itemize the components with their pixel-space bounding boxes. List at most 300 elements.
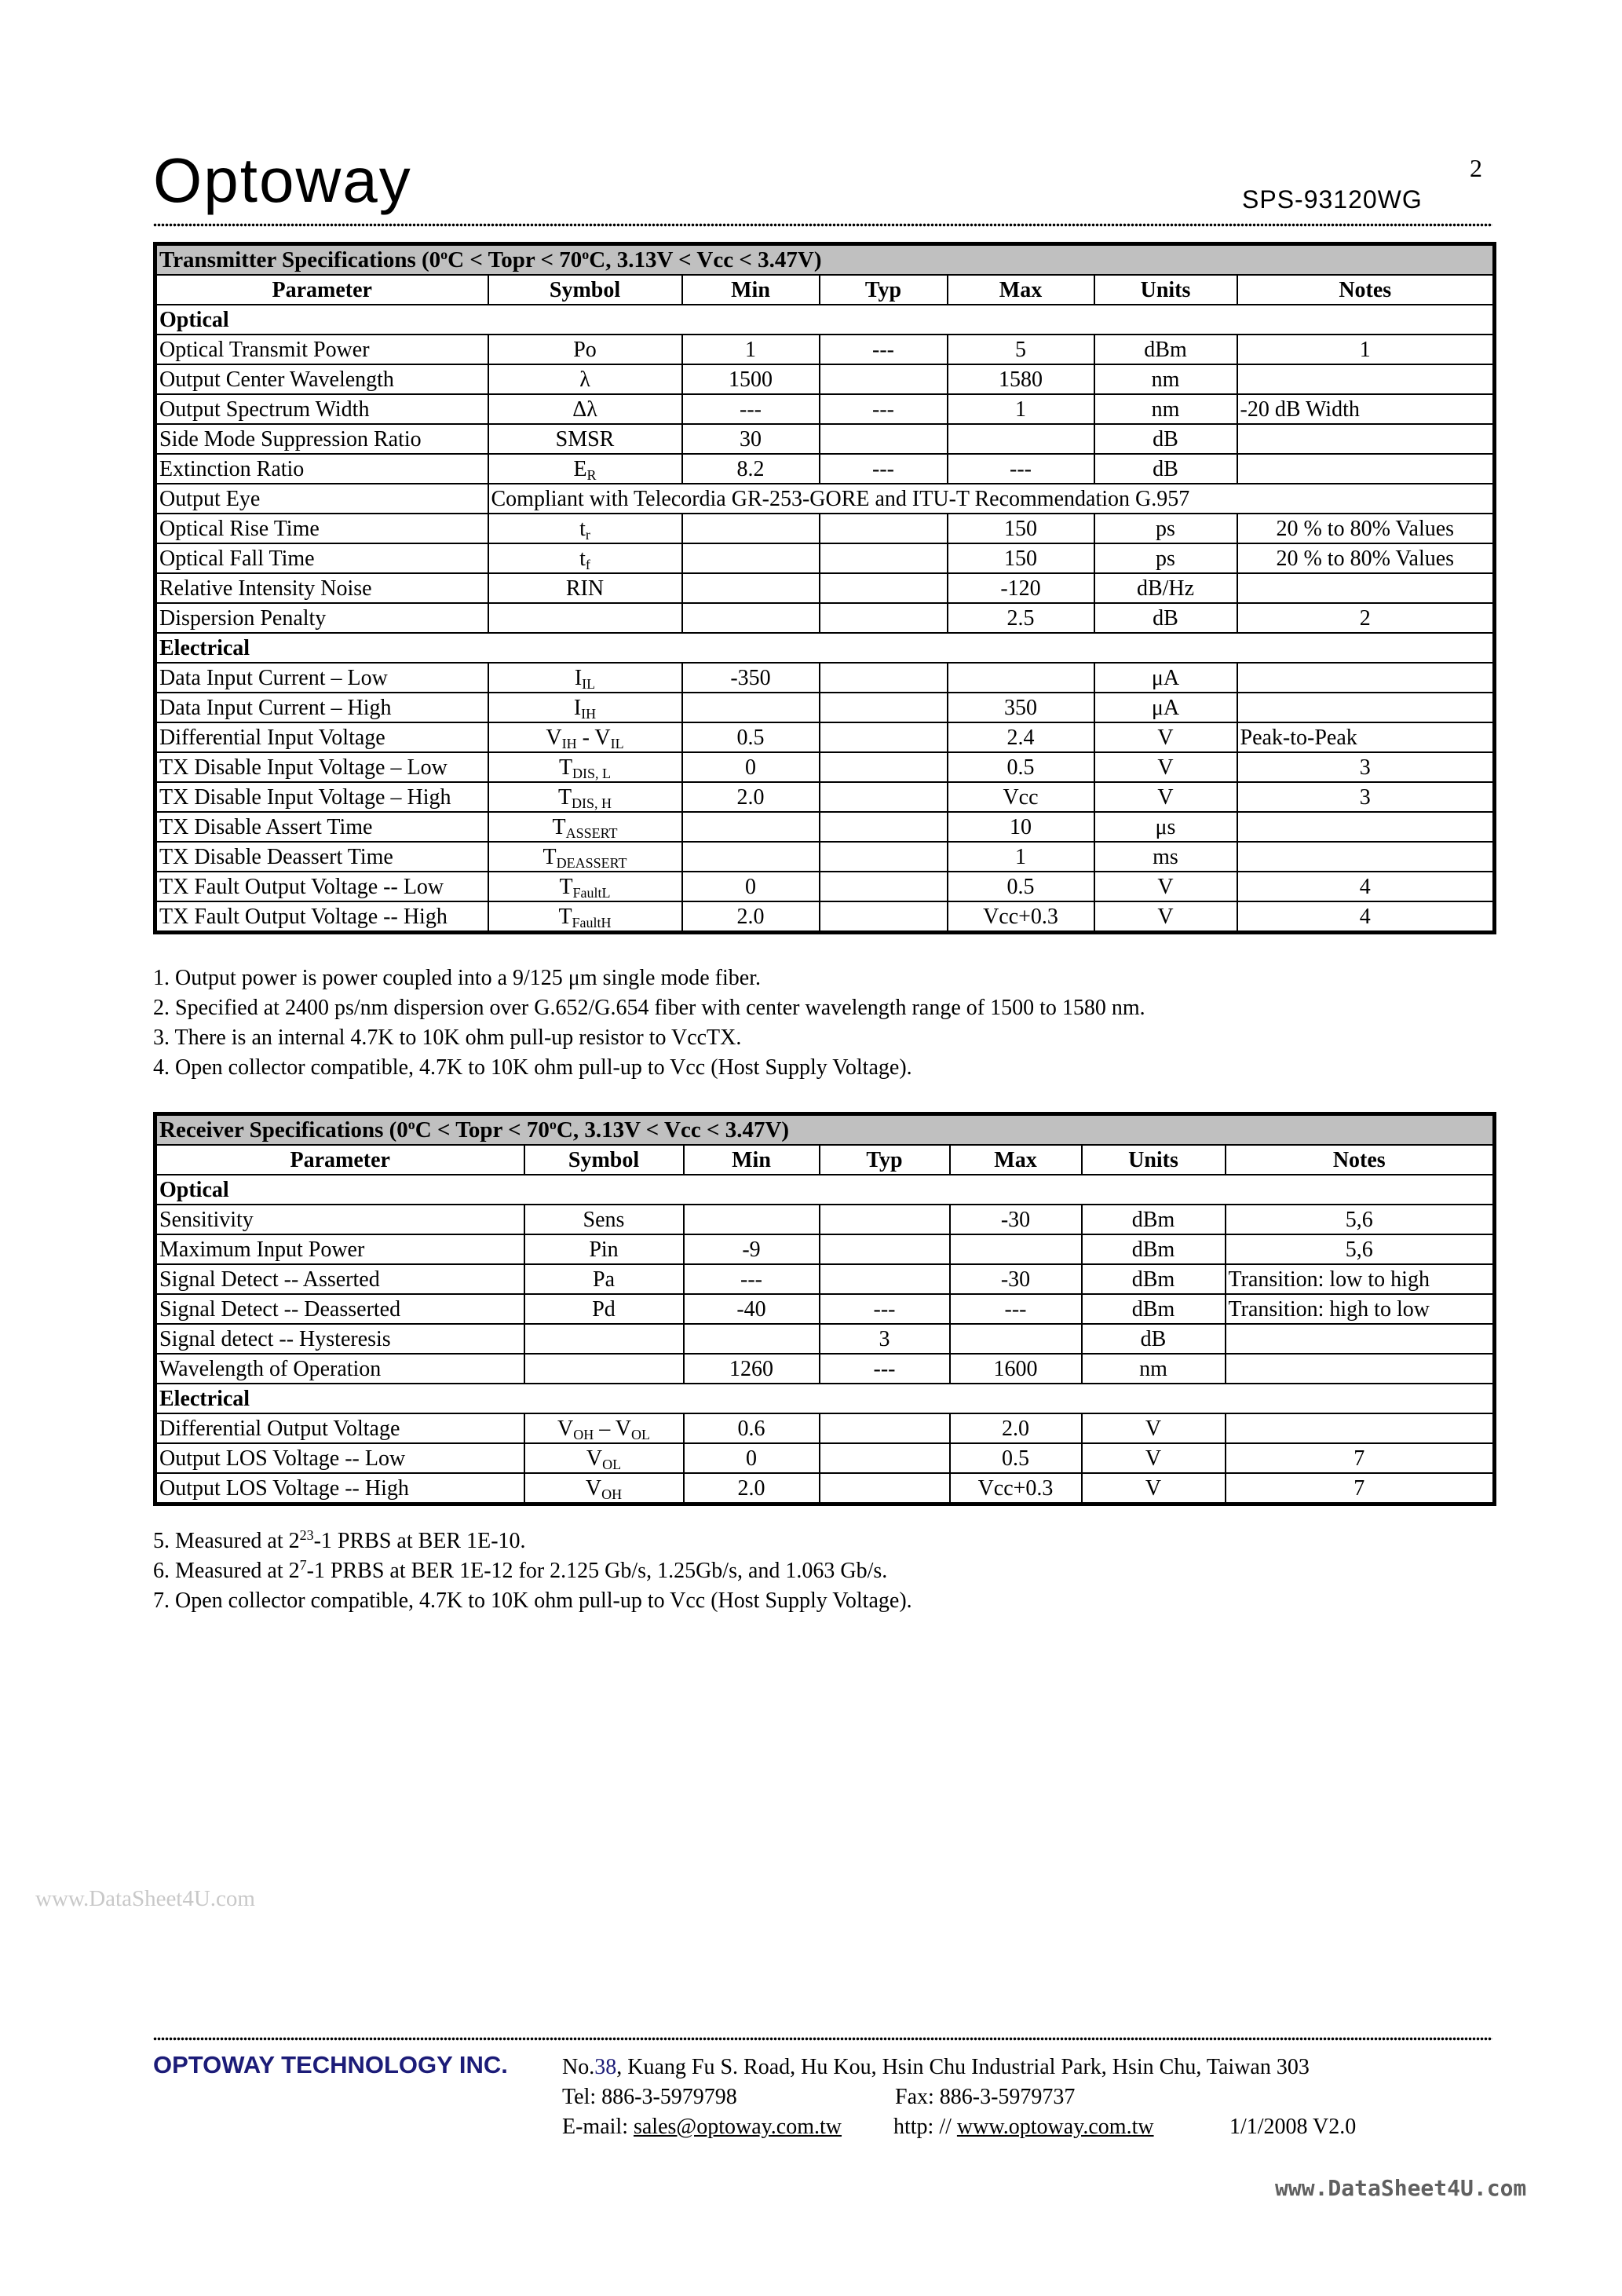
table-cell: --- [682,394,820,424]
table-row [155,872,1495,901]
text-fragment: IH [581,705,597,722]
watermark-text: www.DataSheet4U.com [1275,2175,1527,2201]
text-fragment: Transmitter Specifications (0 [159,247,441,272]
table-cell: Vcc+0.3 [950,1473,1082,1504]
table-cell: -30 [950,1264,1082,1294]
table-cell: Optical Fall Time [155,543,488,573]
table-cell: Output LOS Voltage -- High [155,1473,524,1504]
text-fragment: o [582,246,590,262]
table-cell: Δλ [488,394,682,424]
table-cell: 1500 [682,364,820,394]
table-cell [820,573,948,603]
footnote: 4. Open collector compatible, 4.7K to 10K ohm pull-up to Vcc (Host Supply Voltage). [153,1055,912,1080]
table-cell: Output Spectrum Width [155,394,488,424]
text-fragment: DEASSERT [556,854,627,871]
table-row [155,782,1495,812]
text-fragment: I [573,695,582,720]
table-cell: 1 [682,335,820,364]
text-fragment: OL [602,1456,622,1472]
table-cell [1226,1354,1495,1384]
table-cell [820,603,948,633]
table-cell: Optical [155,305,1495,335]
text-fragment: OH [573,1426,594,1442]
table-cell [488,782,682,812]
table-cell: 2.0 [950,1413,1082,1443]
table-cell: Electrical [155,633,1495,663]
table-cell: Sens [524,1205,684,1234]
table-row [155,1294,1495,1324]
table-cell: --- [820,394,948,424]
table-cell [684,1324,820,1354]
table-row [155,1413,1495,1443]
table-cell: 0.5 [948,872,1094,901]
table-cell: nm [1082,1354,1226,1384]
table-cell [948,424,1094,454]
text-fragment: C < Topr < 70 [448,247,583,272]
table-cell: Optical Transmit Power [155,335,488,364]
table-row [155,1354,1495,1384]
table-cell [1237,663,1495,693]
table-cell: 10 [948,812,1094,842]
table-cell [820,543,948,573]
column-header: Typ [820,275,948,305]
text-fragment: -1 PRBS at BER 1E-10. [313,1529,526,1553]
watermark-text: www.DataSheet4U.com [35,1886,255,1911]
table-cell [820,782,948,812]
table-cell [820,722,948,752]
text-fragment: OH [601,1486,623,1502]
table-cell [684,1205,820,1234]
table-cell: 4 [1237,872,1495,901]
text-fragment: E-mail: [562,2115,634,2139]
table-header-row [155,275,1495,305]
table-cell: μA [1094,693,1237,722]
table-cell: Signal Detect -- Asserted [155,1264,524,1294]
part-number: SPS-93120WG [1242,185,1423,214]
table-cell [524,1413,684,1443]
table-cell: SMSR [488,424,682,454]
table-cell [682,603,820,633]
footer-tel: Tel: 886-3-5979798 [562,2085,737,2109]
table-row [155,1234,1495,1264]
table-cell: -40 [684,1294,820,1324]
table-cell: 2.0 [684,1473,820,1504]
text-fragment: T [559,874,573,899]
footnote [153,1556,1492,1586]
table-row [155,1205,1495,1234]
table-cell [948,663,1094,693]
table-cell [682,573,820,603]
table-row [155,543,1495,573]
logo: Optoway [153,145,412,215]
table-cell [682,543,820,573]
table-cell [1226,1324,1495,1354]
table-row [155,484,1495,514]
footnote: 7. Open collector compatible, 4.7K to 10K ohm pull-up to Vcc (Host Supply Voltage). [153,1589,912,1613]
table-cell: 0.5 [948,752,1094,782]
footer-address [562,2053,1310,2082]
table-cell: 4 [1237,901,1495,933]
column-header: Notes [1226,1145,1495,1175]
table-cell: 2 [1237,603,1495,633]
table-cell [820,1473,950,1504]
table-cell: TX Fault Output Voltage -- Low [155,872,488,901]
table-cell: nm [1094,364,1237,394]
table-cell: 350 [948,693,1094,722]
table-cell: Vcc [948,782,1094,812]
table-cell [1237,424,1495,454]
table-title-row [155,244,1495,276]
website-link[interactable]: www.optoway.com.tw [956,2115,1154,2139]
table-cell [682,812,820,842]
text-fragment: T [558,904,572,929]
text-fragment: T [542,844,557,869]
text-fragment: http: // [893,2115,957,2139]
table-cell [820,872,948,901]
table-cell: Data Input Current – High [155,693,488,722]
table-cell [682,842,820,872]
table-cell: dB [1082,1324,1226,1354]
footnote [153,1526,1492,1556]
table-cell: dBm [1082,1234,1226,1264]
footnote: 3. There is an internal 4.7K to 10K ohm pull-up resistor to VccTX. [153,1026,742,1050]
table-cell [820,1413,950,1443]
table-row [155,693,1495,722]
table-cell: V [1094,782,1237,812]
table-cell: V [1094,901,1237,933]
table-cell: Peak-to-Peak [1237,722,1495,752]
table-cell: -9 [684,1234,820,1264]
table-cell: 5,6 [1226,1205,1495,1234]
table-cell: 0.5 [682,722,820,752]
table-cell [820,901,948,933]
table-cell [820,663,948,693]
table-cell: ps [1094,514,1237,543]
transmitter-notes [153,963,1492,1083]
text-fragment: V [586,1446,603,1471]
column-header: Notes [1237,275,1495,305]
table-cell [1237,693,1495,722]
table-cell: -120 [948,573,1094,603]
transmitter-table [153,242,1496,934]
table-row [155,1443,1495,1473]
text-fragment: E [573,456,587,481]
table-cell [682,693,820,722]
footnote: 1. Output power is power coupled into a 9/125 μm single mode fiber. [153,966,761,990]
column-header: Parameter [155,275,488,305]
table-cell: Output Center Wavelength [155,364,488,394]
page-number: 2 [1470,154,1482,182]
table-cell [950,1324,1082,1354]
text-fragment: C, 3.13V < Vcc < 3.47V) [556,1117,790,1143]
table-cell: dBm [1082,1205,1226,1234]
table-cell [820,1234,950,1264]
table-cell: 30 [682,424,820,454]
table-cell [488,722,682,752]
table-cell: Pd [524,1294,684,1324]
table-cell: TX Disable Input Voltage – Low [155,752,488,782]
table-cell [820,1443,950,1473]
table-cell [488,454,682,484]
table-cell: 0.5 [950,1443,1082,1473]
table-cell [524,1324,684,1354]
column-header: Typ [820,1145,950,1175]
header-divider [153,221,1492,229]
table-cell: TX Disable Assert Time [155,812,488,842]
table-cell [524,1443,684,1473]
table-cell: --- [948,454,1094,484]
text-fragment: 23 [299,1527,314,1543]
table-cell [1237,842,1495,872]
table-cell: --- [820,1354,950,1384]
table-cell: TX Disable Input Voltage – High [155,782,488,812]
table-cell: 3 [1237,782,1495,812]
table-cell: 1 [948,394,1094,424]
text-fragment: Receiver Specifications (0 [159,1117,408,1143]
text-fragment: DIS, L [572,765,612,781]
table-cell: RIN [488,573,682,603]
table-cell: Extinction Ratio [155,454,488,484]
text-fragment: IL [610,735,624,751]
table-cell [524,1473,684,1504]
column-header: Min [684,1145,820,1175]
table-cell [820,514,948,543]
table-cell: ms [1094,842,1237,872]
table-cell [488,543,682,573]
table-cell: --- [950,1294,1082,1324]
table-cell: dB/Hz [1094,573,1237,603]
table-cell [820,364,948,394]
text-fragment: f [585,556,590,572]
text-fragment: t [579,516,586,541]
footer-fax: Fax: 886-3-5979737 [895,2085,1076,2109]
table-cell [950,1234,1082,1264]
text-fragment: ASSERT [565,824,618,841]
text-fragment: o [549,1116,557,1132]
table-row [155,812,1495,842]
table-cell: --- [820,335,948,364]
transmitter-title [155,244,1495,276]
table-cell: Sensitivity [155,1205,524,1234]
table-cell: Electrical [155,1384,1495,1413]
text-fragment: 5. Measured at 2 [153,1529,300,1553]
table-cell: Signal Detect -- Deasserted [155,1294,524,1324]
table-cell [488,842,682,872]
table-cell: 1600 [950,1354,1082,1384]
section-row [155,633,1495,663]
table-cell: V [1094,752,1237,782]
table-cell [1226,1413,1495,1443]
column-header: Max [950,1145,1082,1175]
text-fragment: C, 3.13V < Vcc < 3.47V) [589,247,822,272]
table-cell [488,603,682,633]
table-cell: Compliant with Telecordia GR-253-GORE and ITU-T Recommendation G.957 [488,484,1495,514]
table-cell: 2.4 [948,722,1094,752]
table-cell: -350 [682,663,820,693]
table-row [155,1264,1495,1294]
section-row [155,1175,1495,1205]
footer-divider [153,2035,1492,2042]
section-row [155,1384,1495,1413]
table-cell: 2.5 [948,603,1094,633]
table-cell: Wavelength of Operation [155,1354,524,1384]
table-cell: dBm [1082,1294,1226,1324]
column-header: Symbol [524,1145,684,1175]
table-cell [820,693,948,722]
text-fragment: o [407,1116,415,1132]
table-cell: 3 [820,1324,950,1354]
footer-email-row [562,2112,842,2142]
table-cell: 0 [682,872,820,901]
table-cell: Differential Output Voltage [155,1413,524,1443]
table-cell: 150 [948,514,1094,543]
text-fragment: C < Topr < 70 [415,1117,550,1143]
text-fragment: IL [582,675,596,692]
table-cell: --- [820,1294,950,1324]
company-name: OPTOWAY TECHNOLOGY INC. [153,2051,508,2078]
table-row [155,901,1495,933]
table-row [155,514,1495,543]
text-fragment: 6. Measured at 2 [153,1559,300,1583]
text-fragment: V [557,1416,574,1441]
table-cell [524,1354,684,1384]
text-fragment: OL [630,1426,650,1442]
text-fragment: T [557,784,572,810]
table-cell [488,693,682,722]
table-cell: 5 [948,335,1094,364]
table-cell: 7 [1226,1443,1495,1473]
receiver-notes [153,1526,1492,1616]
table-row [155,752,1495,782]
table-cell [682,514,820,543]
text-fragment: - V [576,725,611,750]
table-cell: 20 % to 80% Values [1237,514,1495,543]
table-cell: Optical Rise Time [155,514,488,543]
table-cell [488,752,682,782]
text-fragment: T [552,814,566,839]
table-cell: Output Eye [155,484,488,514]
table-cell: dB [1094,603,1237,633]
table-cell [820,842,948,872]
table-cell: Po [488,335,682,364]
column-header: Min [682,275,820,305]
table-cell: --- [820,454,948,484]
table-cell: TX Disable Deassert Time [155,842,488,872]
table-cell: 20 % to 80% Values [1237,543,1495,573]
text-fragment: , Kuang Fu S. Road, Hu Kou, Hsin Chu Industrial Park, Hsin Chu, Taiwan 303 [616,2055,1310,2079]
table-cell [820,1264,950,1294]
table-cell: μs [1094,812,1237,842]
text-fragment: V [546,725,562,750]
table-cell: Output LOS Voltage -- Low [155,1443,524,1473]
table-cell: Transition: high to low [1226,1294,1495,1324]
text-fragment: FaultL [572,884,611,901]
table-cell: Pa [524,1264,684,1294]
table-cell: dB [1094,454,1237,484]
table-cell: Side Mode Suppression Ratio [155,424,488,454]
table-title-row [155,1114,1495,1146]
text-fragment: r [585,526,590,543]
table-cell: 0 [682,752,820,782]
table-row [155,335,1495,364]
text-fragment: R [586,466,597,483]
table-cell: -30 [950,1205,1082,1234]
table-cell: 1 [1237,335,1495,364]
column-header: Symbol [488,275,682,305]
table-cell [820,1205,950,1234]
table-cell: Transition: low to high [1226,1264,1495,1294]
email-link[interactable]: sales@optoway.com.tw [633,2115,842,2139]
table-cell: 8.2 [682,454,820,484]
table-row [155,722,1495,752]
table-cell [1237,573,1495,603]
table-cell [488,812,682,842]
table-row [155,573,1495,603]
table-cell: 0 [684,1443,820,1473]
table-row [155,1473,1495,1504]
table-cell [488,901,682,933]
text-fragment: No. [562,2055,595,2079]
column-header: Units [1094,275,1237,305]
table-header-row [155,1145,1495,1175]
table-cell: dBm [1082,1264,1226,1294]
text-fragment: t [579,546,586,571]
footnote: 2. Specified at 2400 ps/nm dispersion over G.652/G.654 fiber with center wavelength range of 1500 to 1580 nm. [153,996,1145,1020]
table-cell: Vcc+0.3 [948,901,1094,933]
table-cell: Pin [524,1234,684,1264]
table-cell [488,514,682,543]
table-cell: 7 [1226,1473,1495,1504]
table-row [155,424,1495,454]
table-cell: -20 dB Width [1237,394,1495,424]
text-fragment: FaultH [572,914,612,930]
table-row [155,842,1495,872]
table-row [155,663,1495,693]
table-cell: Differential Input Voltage [155,722,488,752]
table-cell: λ [488,364,682,394]
table-cell [488,872,682,901]
table-cell [820,752,948,782]
text-fragment: IH [561,735,577,751]
table-cell: Signal detect -- Hysteresis [155,1324,524,1354]
footer-date: 1/1/2008 V2.0 [1229,2115,1357,2139]
text-fragment: -1 PRBS at BER 1E-12 for 2.125 Gb/s, 1.25Gb/s, and 1.063 Gb/s. [306,1559,888,1583]
table-cell: 3 [1237,752,1495,782]
table-cell: --- [684,1264,820,1294]
text-fragment: T [558,755,573,780]
table-cell [820,424,948,454]
table-cell: 0.6 [684,1413,820,1443]
table-cell [1237,454,1495,484]
table-cell: V [1082,1473,1226,1504]
table-cell [820,812,948,842]
table-cell [488,663,682,693]
receiver-table [153,1112,1496,1506]
section-row [155,305,1495,335]
table-cell: V [1082,1443,1226,1473]
table-cell: 2.0 [682,901,820,933]
table-row [155,394,1495,424]
column-header: Max [948,275,1094,305]
table-cell: Dispersion Penalty [155,603,488,633]
receiver-title [155,1114,1495,1146]
table-cell: V [1094,872,1237,901]
table-cell: 1 [948,842,1094,872]
table-cell: 1580 [948,364,1094,394]
text-fragment: – V [594,1416,631,1441]
text-fragment: V [585,1475,602,1501]
table-cell: Maximum Input Power [155,1234,524,1264]
